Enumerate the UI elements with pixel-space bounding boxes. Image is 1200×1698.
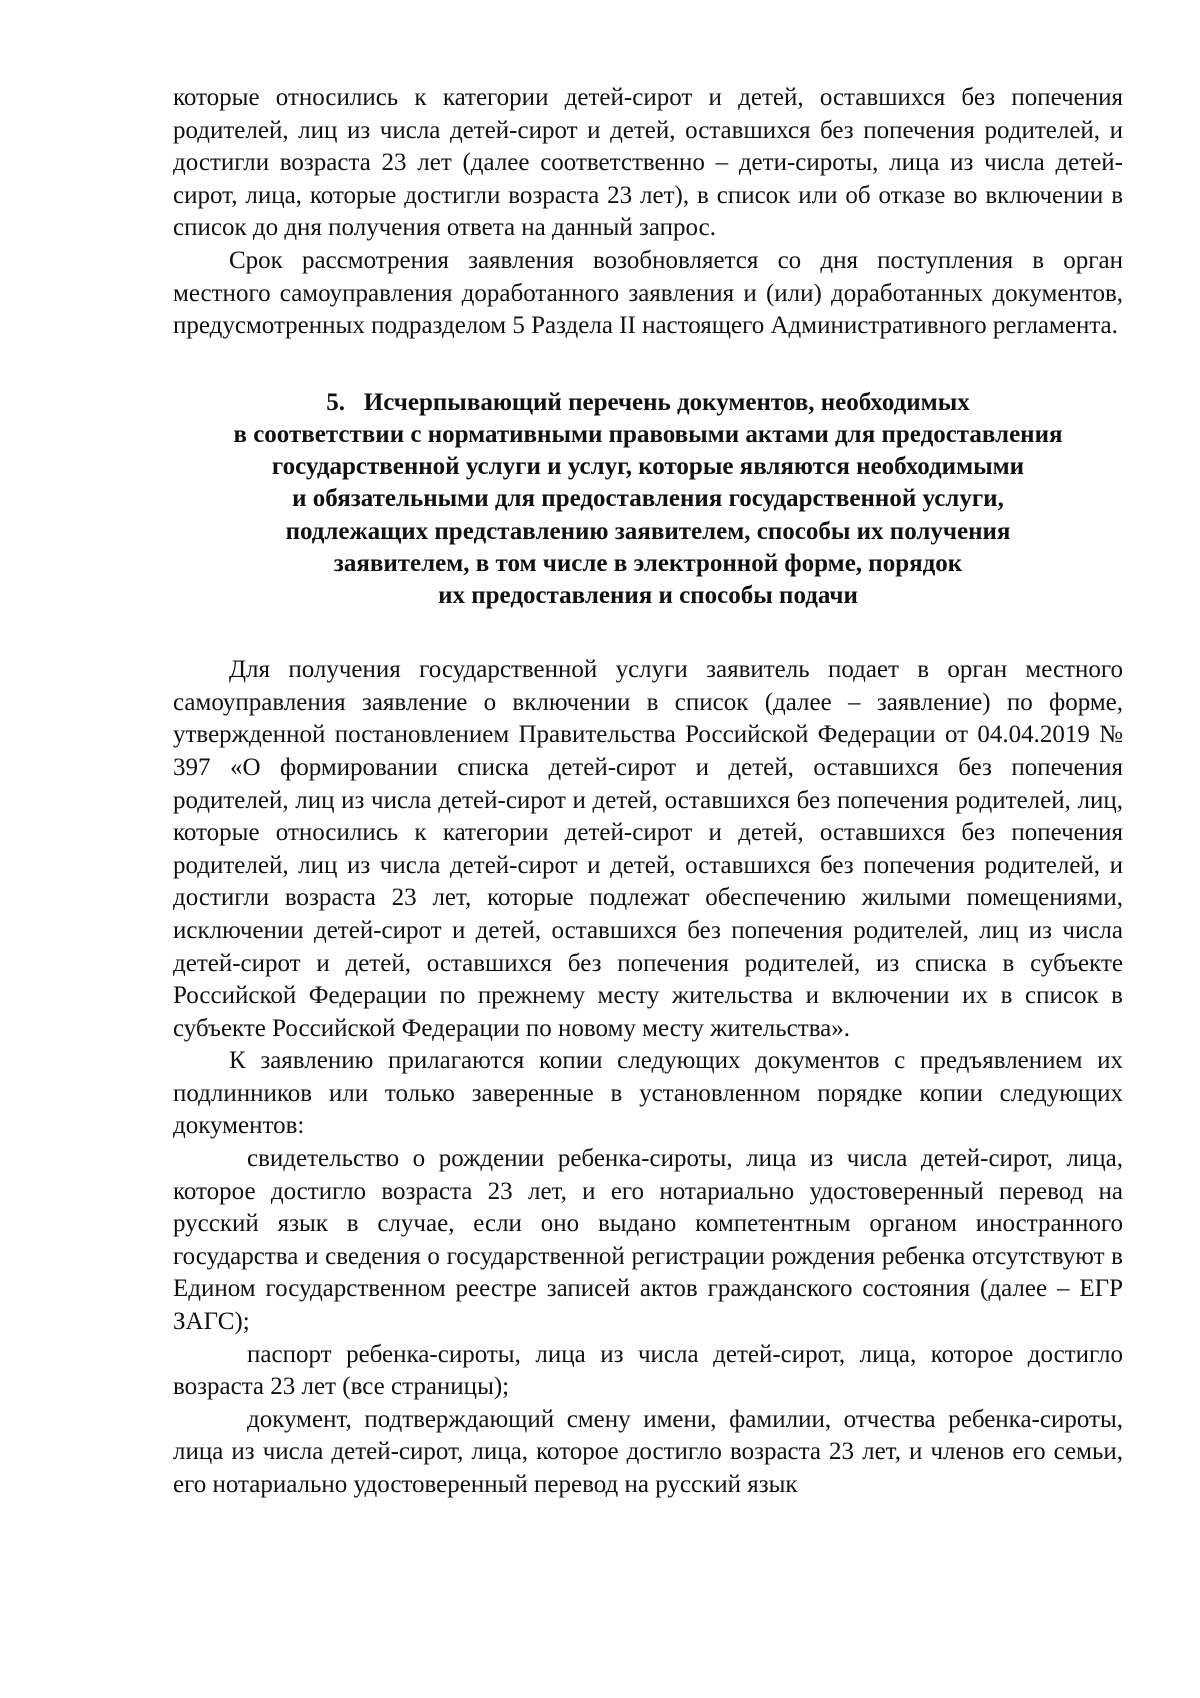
heading-line: заявителем, в том числе в электронной форме, порядок: [333, 549, 963, 577]
heading-line: подлежащих представлению заявителем, способы их получения: [285, 517, 1011, 545]
document-page: [173, 82, 1123, 1502]
heading-line: и обязательными для предоставления государственной услуги,: [292, 485, 1004, 513]
list-item-birth-certificate: свидетельство о рождении ребенка-сироты, лица из числа детей-сирот, лица, которое достигло возраста 23 лет, и его нотариально удостоверенный перевод на русский язык в случае, если оно выдано компетентным органом иностранного государства и сведения о государственной регистрации рождения ребенка отсутствуют в Едином государственном реестре записей актов гражданского состояния (далее – ЕГР ЗАГС);: [173, 1145, 1123, 1336]
heading-line: в соответствии с нормативными правовыми актами для предоставления: [233, 420, 1063, 448]
heading-line: их предоставления и способы подачи: [438, 581, 858, 609]
heading-line: 5. Исчерпывающий перечень документов, необходимых: [326, 388, 970, 416]
list-item-passport: паспорт ребенка-сироты, лица из числа детей-сирот, лица, которое достигло возраста 23 лет (все страницы);: [173, 1340, 1123, 1401]
section-heading: [173, 387, 1123, 612]
paragraph-review-term: Срок рассмотрения заявления возобновляется со дня поступления в орган местного самоуправления доработанного заявления и (или) доработанных документов, предусмотренных подразделом 5 Раздела II настоящего Административного регламента.: [173, 246, 1123, 340]
heading-line: государственной услуги и услуг, которые являются необходимыми: [271, 453, 1025, 481]
paragraph-continuation: которые относились к категории детей-сирот и детей, оставшихся без попечения родителей, лиц из числа детей-сирот и детей, оставшихся без попечения родителей, и достигли возраста 23 лет (далее соответственно – дети-сироты, лица из числа детей-сирот, лица, которые достигли возраста 23 лет), в список или об отказе во включении в список до дня получения ответа на данный запрос.: [173, 84, 1123, 242]
paragraph-attachments: К заявлению прилагаются копии следующих документов с предъявлением их подлинников или только заверенные в установленном порядке копии следующих документов:: [173, 1047, 1123, 1140]
list-item-name-change-document: документ, подтверждающий смену имени, фамилии, отчества ребенка-сироты, лица из числа детей-сирот, лица, которое достигло возраста 23 лет, и членов его семьи, его нотариально удостоверенный перевод на русский язык: [173, 1405, 1123, 1499]
paragraph-application: Для получения государственной услуги заявитель подает в орган местного самоуправления заявление о включении в список (далее – заявление) по форме, утвержденной постановлением Правительства Российской Федерации от 04.04.2019 № 397 «О формировании списка детей-сирот и детей, оставшихся без попечения родителей, лиц из числа детей-сирот и детей, оставшихся без попечения родителей, лиц, которые относились к категории детей-сирот и детей, оставшихся без попечения родителей, лиц из числа детей-сирот и детей, оставшихся без попечения родителей, и достигли возраста 23 лет, которые подлежат обеспечению жилыми помещениями, исключении детей-сирот и детей, оставшихся без попечения родителей, лиц из числа детей-сирот и детей, оставшихся без попечения родителей, из списка в субъекте Российской Федерации по прежнему месту жительства и включении их в список в субъекте Российской Федерации по новому месту жительства».: [173, 656, 1123, 1042]
